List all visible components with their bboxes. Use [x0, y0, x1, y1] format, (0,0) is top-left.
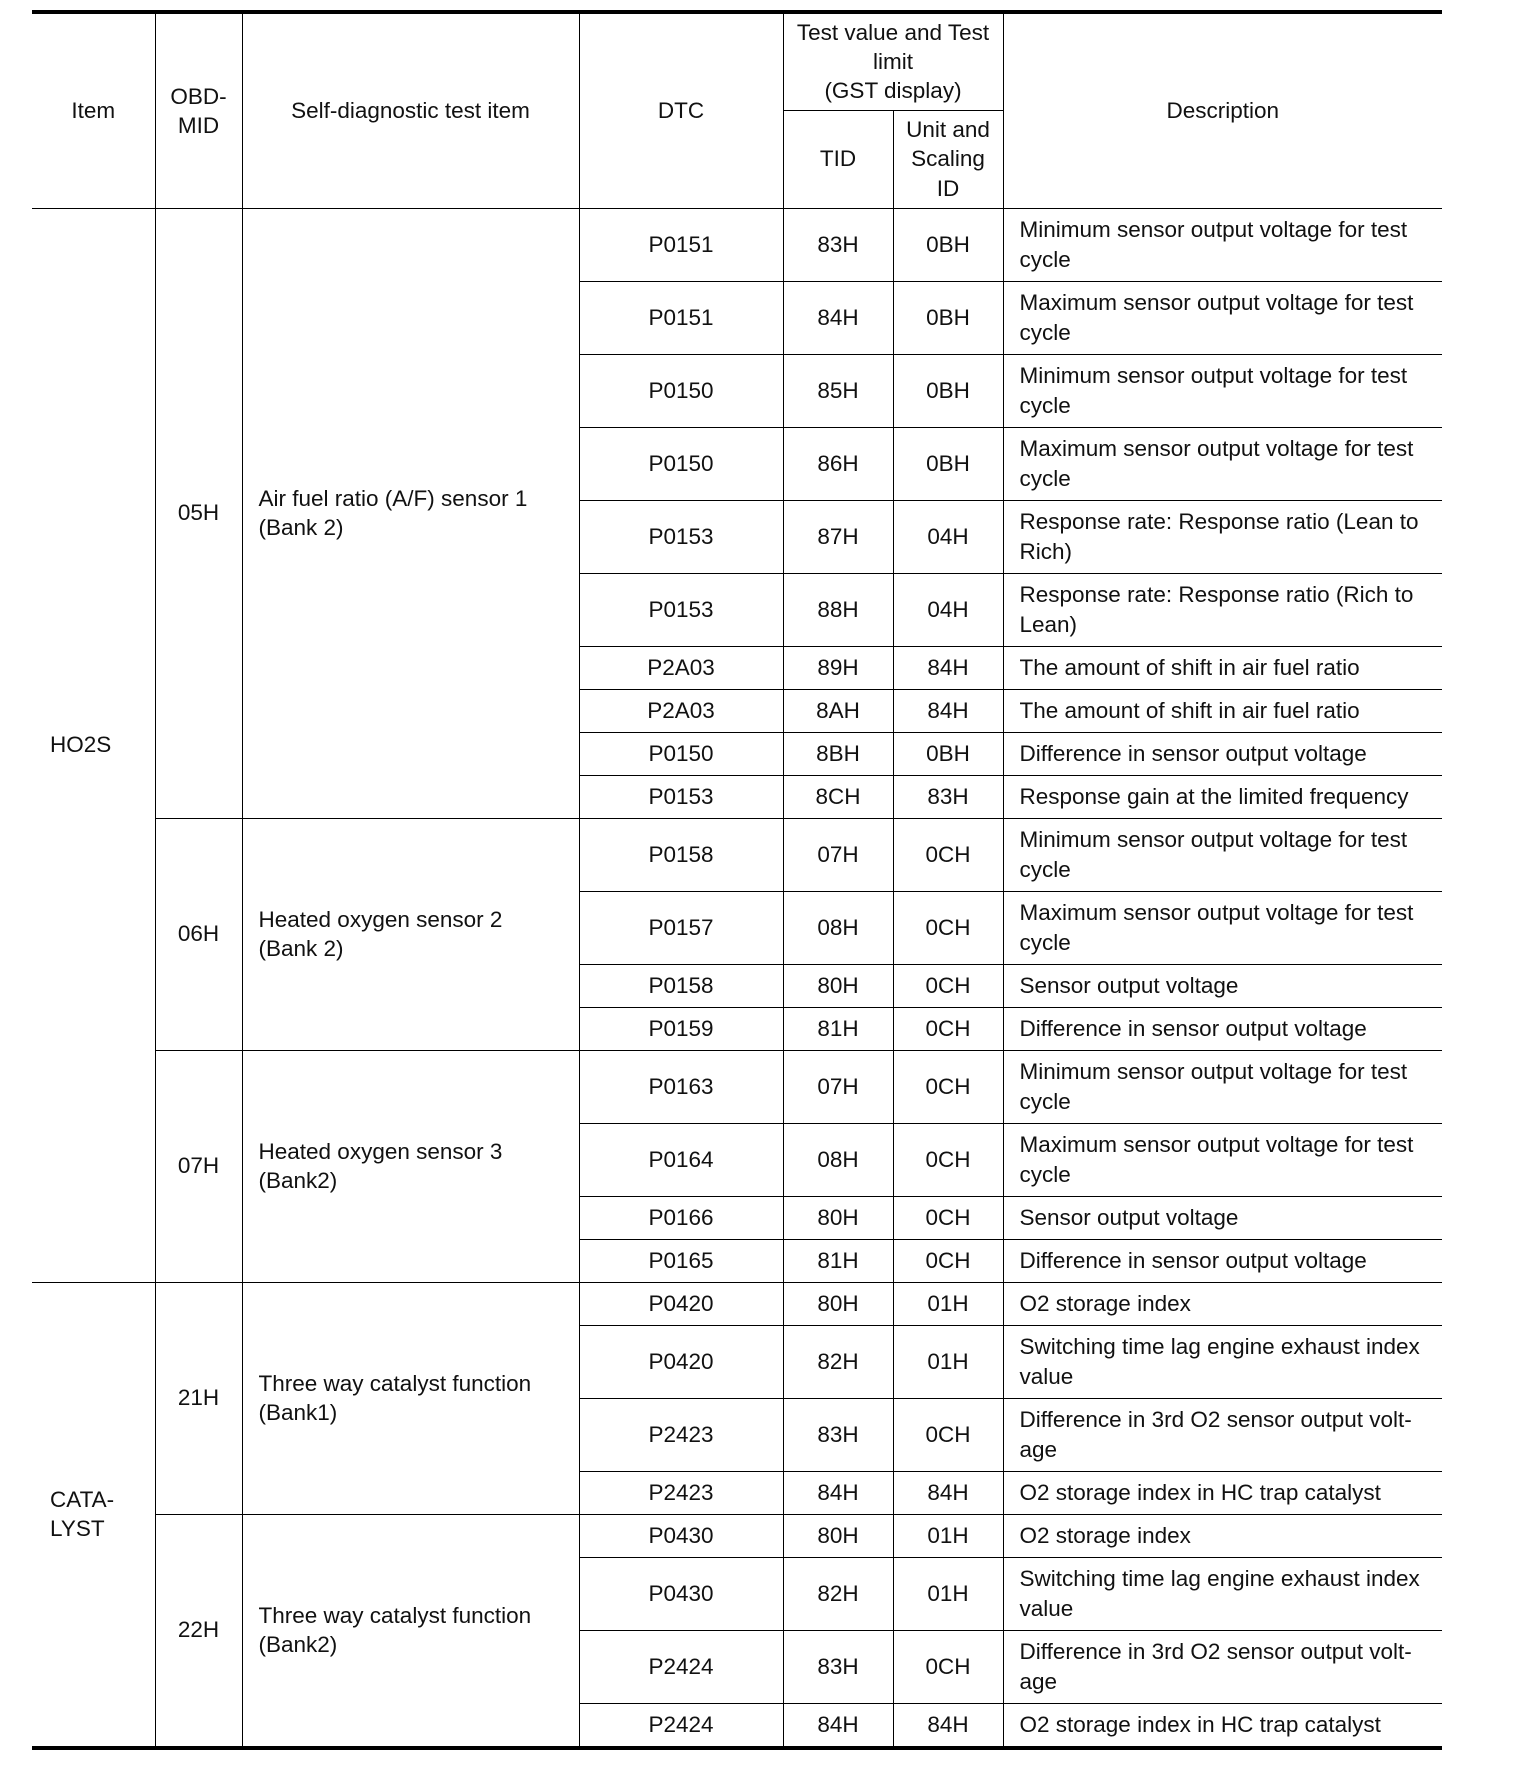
obdmid-cell: 07H	[155, 1050, 242, 1282]
description-cell: Sensor output voltage	[1003, 1196, 1442, 1239]
dtc-cell: P0430	[579, 1557, 783, 1630]
dtc-cell: P0151	[579, 281, 783, 354]
tid-cell: 07H	[783, 818, 893, 891]
unit-scaling-cell: 84H	[893, 689, 1003, 732]
tid-cell: 86H	[783, 427, 893, 500]
tid-cell: 08H	[783, 891, 893, 964]
item-cell: CATA- LYST	[32, 1282, 155, 1748]
dtc-cell: P0166	[579, 1196, 783, 1239]
unit-scaling-cell: 04H	[893, 500, 1003, 573]
tid-cell: 83H	[783, 1398, 893, 1471]
unit-scaling-cell: 0CH	[893, 1007, 1003, 1050]
unit-scaling-cell: 01H	[893, 1282, 1003, 1325]
description-cell: Difference in sensor output voltage	[1003, 1007, 1442, 1050]
tid-cell: 80H	[783, 1196, 893, 1239]
dtc-cell: P0153	[579, 775, 783, 818]
tid-cell: 8AH	[783, 689, 893, 732]
tid-cell: 85H	[783, 354, 893, 427]
unit-scaling-cell: 0CH	[893, 1123, 1003, 1196]
dtc-cell: P0158	[579, 964, 783, 1007]
tid-cell: 80H	[783, 1282, 893, 1325]
table-body	[32, 208, 1442, 1748]
tid-cell: 89H	[783, 646, 893, 689]
description-cell: Switching time lag engine exhaust index value	[1003, 1325, 1442, 1398]
obd-test-table	[32, 10, 1442, 1750]
dtc-cell: P2A03	[579, 689, 783, 732]
description-cell: Response gain at the limited frequency	[1003, 775, 1442, 818]
tid-cell: 88H	[783, 573, 893, 646]
unit-scaling-cell: 84H	[893, 1471, 1003, 1514]
test-item-cell: Air fuel ratio (A/F) sensor 1 (Bank 2)	[242, 208, 579, 818]
unit-scaling-cell: 0BH	[893, 427, 1003, 500]
dtc-cell: P0153	[579, 573, 783, 646]
header-dtc: DTC	[579, 12, 783, 208]
tid-cell: 8CH	[783, 775, 893, 818]
dtc-cell: P0430	[579, 1514, 783, 1557]
table-row	[32, 1282, 1442, 1325]
description-cell: Sensor output voltage	[1003, 964, 1442, 1007]
obdmid-cell: 21H	[155, 1282, 242, 1514]
description-cell: Response rate: Response ratio (Rich to Lean)	[1003, 573, 1442, 646]
test-item-cell: Heated oxygen sensor 2 (Bank 2)	[242, 818, 579, 1050]
description-cell: O2 storage index	[1003, 1282, 1442, 1325]
unit-scaling-cell: 0CH	[893, 1196, 1003, 1239]
description-cell: Minimum sensor output voltage for test cycle	[1003, 818, 1442, 891]
tid-cell: 83H	[783, 208, 893, 281]
dtc-cell: P2424	[579, 1630, 783, 1703]
unit-scaling-cell: 83H	[893, 775, 1003, 818]
dtc-cell: P2424	[579, 1703, 783, 1748]
table-row	[32, 1050, 1442, 1123]
unit-scaling-cell: 0BH	[893, 208, 1003, 281]
table-row	[32, 1514, 1442, 1557]
description-cell: Response rate: Response ratio (Lean to Rich)	[1003, 500, 1442, 573]
tid-cell: 80H	[783, 1514, 893, 1557]
table-row	[32, 208, 1442, 281]
unit-scaling-cell: 01H	[893, 1514, 1003, 1557]
test-item-cell: Heated oxygen sensor 3 (Bank2)	[242, 1050, 579, 1282]
unit-scaling-cell: 84H	[893, 1703, 1003, 1748]
description-cell: Difference in sensor output voltage	[1003, 1239, 1442, 1282]
unit-scaling-cell: 0CH	[893, 1239, 1003, 1282]
dtc-cell: P0158	[579, 818, 783, 891]
tid-cell: 87H	[783, 500, 893, 573]
dtc-cell: P0153	[579, 500, 783, 573]
tid-cell: 83H	[783, 1630, 893, 1703]
description-cell: Maximum sensor output voltage for test cycle	[1003, 891, 1442, 964]
description-cell: Difference in 3rd O2 sensor output volt-age	[1003, 1398, 1442, 1471]
dtc-cell: P0150	[579, 427, 783, 500]
tid-cell: 80H	[783, 964, 893, 1007]
unit-scaling-cell: 0CH	[893, 818, 1003, 891]
description-cell: Minimum sensor output voltage for test cycle	[1003, 354, 1442, 427]
tid-cell: 08H	[783, 1123, 893, 1196]
description-cell: Difference in 3rd O2 sensor output volt-age	[1003, 1630, 1442, 1703]
tid-cell: 07H	[783, 1050, 893, 1123]
tid-cell: 81H	[783, 1239, 893, 1282]
description-cell: O2 storage index in HC trap catalyst	[1003, 1703, 1442, 1748]
description-cell: Minimum sensor output voltage for test cycle	[1003, 1050, 1442, 1123]
obdmid-cell: 06H	[155, 818, 242, 1050]
dtc-cell: P0157	[579, 891, 783, 964]
dtc-cell: P0151	[579, 208, 783, 281]
dtc-cell: P0420	[579, 1325, 783, 1398]
header-test-value-group: Test value and Test limit (GST display)	[783, 12, 1003, 110]
unit-scaling-cell: 0BH	[893, 732, 1003, 775]
unit-scaling-cell: 0CH	[893, 891, 1003, 964]
dtc-cell: P2423	[579, 1398, 783, 1471]
unit-scaling-cell: 84H	[893, 646, 1003, 689]
unit-scaling-cell: 0BH	[893, 354, 1003, 427]
dtc-cell: P0164	[579, 1123, 783, 1196]
test-item-cell: Three way catalyst function (Bank2)	[242, 1514, 579, 1748]
description-cell: The amount of shift in air fuel ratio	[1003, 689, 1442, 732]
tid-cell: 84H	[783, 281, 893, 354]
tid-cell: 84H	[783, 1471, 893, 1514]
tid-cell: 82H	[783, 1325, 893, 1398]
dtc-cell: P2A03	[579, 646, 783, 689]
tid-cell: 82H	[783, 1557, 893, 1630]
description-cell: Minimum sensor output voltage for test cycle	[1003, 208, 1442, 281]
description-cell: Maximum sensor output voltage for test cycle	[1003, 281, 1442, 354]
unit-scaling-cell: 0CH	[893, 964, 1003, 1007]
description-cell: Maximum sensor output voltage for test cycle	[1003, 427, 1442, 500]
header-unit-scaling: Unit and Scaling ID	[893, 110, 1003, 208]
description-cell: O2 storage index	[1003, 1514, 1442, 1557]
description-cell: Maximum sensor output voltage for test cycle	[1003, 1123, 1442, 1196]
unit-scaling-cell: 04H	[893, 573, 1003, 646]
unit-scaling-cell: 0CH	[893, 1050, 1003, 1123]
description-cell: Difference in sensor output voltage	[1003, 732, 1442, 775]
tid-cell: 81H	[783, 1007, 893, 1050]
header-item: Item	[32, 12, 155, 208]
obdmid-cell: 22H	[155, 1514, 242, 1748]
dtc-cell: P0420	[579, 1282, 783, 1325]
tid-cell: 84H	[783, 1703, 893, 1748]
obdmid-cell: 05H	[155, 208, 242, 818]
unit-scaling-cell: 0BH	[893, 281, 1003, 354]
header-tid: TID	[783, 110, 893, 208]
dtc-cell: P0150	[579, 354, 783, 427]
tid-cell: 8BH	[783, 732, 893, 775]
dtc-cell: P0163	[579, 1050, 783, 1123]
description-cell: Switching time lag engine exhaust index value	[1003, 1557, 1442, 1630]
header-obdmid: OBD- MID	[155, 12, 242, 208]
test-item-cell: Three way catalyst function (Bank1)	[242, 1282, 579, 1514]
description-cell: The amount of shift in air fuel ratio	[1003, 646, 1442, 689]
description-cell: O2 storage index in HC trap catalyst	[1003, 1471, 1442, 1514]
header-description: Description	[1003, 12, 1442, 208]
unit-scaling-cell: 01H	[893, 1325, 1003, 1398]
unit-scaling-cell: 0CH	[893, 1630, 1003, 1703]
unit-scaling-cell: 01H	[893, 1557, 1003, 1630]
unit-scaling-cell: 0CH	[893, 1398, 1003, 1471]
dtc-cell: P2423	[579, 1471, 783, 1514]
table-row	[32, 818, 1442, 891]
dtc-cell: P0159	[579, 1007, 783, 1050]
header-test-item: Self-diagnostic test item	[242, 12, 579, 208]
dtc-cell: P0150	[579, 732, 783, 775]
dtc-cell: P0165	[579, 1239, 783, 1282]
item-cell: HO2S	[32, 208, 155, 1282]
